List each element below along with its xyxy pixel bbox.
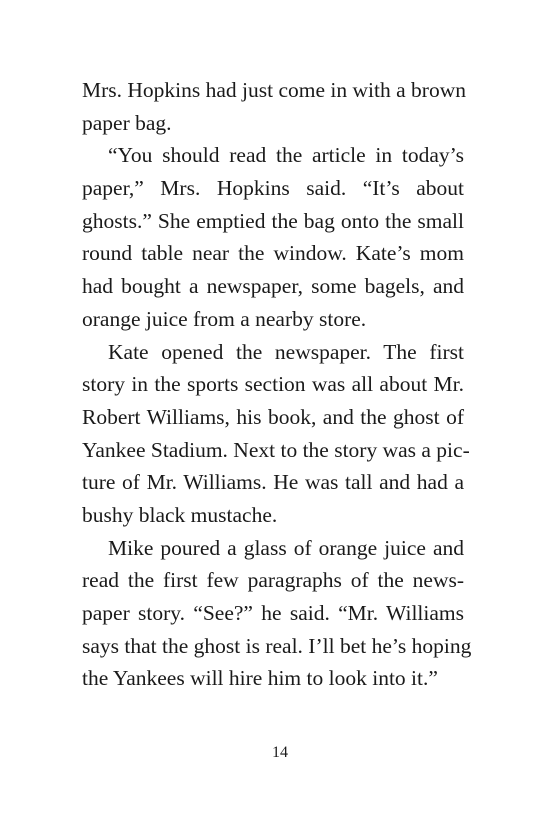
text-line: read the first few paragraphs of the news- <box>82 568 464 593</box>
paragraph-2 <box>82 139 464 335</box>
text-line: orange juice from a nearby store. <box>82 306 367 331</box>
text-line: paper bag. <box>82 110 172 135</box>
text-line: paper,” Mrs. Hopkins said. “It’s about <box>82 176 464 201</box>
text-line: had bought a newspaper, some bagels, and <box>82 274 464 299</box>
text-line: says that the ghost is real. I’ll bet he’s hoping <box>82 633 472 658</box>
paragraph-1 <box>82 74 464 139</box>
text-line: Mike poured a glass of orange juice and <box>108 535 464 560</box>
text-line: ture of Mr. Williams. He was tall and had a <box>82 470 464 495</box>
text-line: round table near the window. Kate’s mom <box>82 241 464 266</box>
text-line: Mrs. Hopkins had just come in with a brown <box>82 78 466 102</box>
body-text <box>82 74 472 695</box>
page-number: 14 <box>272 744 288 761</box>
text-line: ghosts.” She emptied the bag onto the small <box>82 208 464 233</box>
paragraph-4 <box>82 532 472 695</box>
text-line: paper story. “See?” he said. “Mr. Williams <box>82 601 464 625</box>
text-line: Robert Williams, his book, and the ghost of <box>82 404 464 429</box>
text-line: bushy black mustache. <box>82 502 278 527</box>
text-line: Yankee Stadium. Next to the story was a pic- <box>82 437 470 462</box>
text-line: the Yankees will hire him to look into it.” <box>82 666 438 691</box>
paragraph-3 <box>82 336 470 532</box>
text-line: Kate opened the newspaper. The first <box>108 339 464 364</box>
text-line: “You should read the article in today’s <box>108 143 464 168</box>
text-line: story in the sports section was all about Mr. <box>82 372 464 397</box>
